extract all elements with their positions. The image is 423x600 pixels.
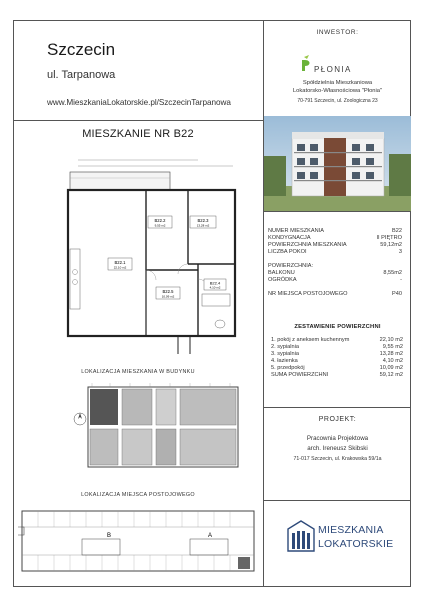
website-link[interactable]: www.MieszkaniaLokatorskie.pl/SzczecinTarpanowa [47,98,231,107]
summary-row-label: 2. sypialnia [271,344,299,350]
summary-row-label: 3. sypialnia [271,351,299,357]
info-pokoje-value: 3 [398,249,402,255]
room-b22-1-id: B22.1 [114,260,126,265]
info-miejsce-label: NR MIEJSCA POSTOJOWEGO [268,291,348,297]
summary-total-value: 59,12 m2 [379,372,403,378]
room-b22-4-id: B22.4 [209,280,221,286]
info-ogrodek-label: OGRÓDKA [268,277,297,283]
floor-plan [38,154,250,359]
info-numer-label: NUMER MIESZKANIA [268,228,324,234]
room-b22-2-area: 9,55 m2 [154,223,166,228]
brand-line1: MIESZKANIA [318,524,384,536]
info-powierzchnia2-label: POWIERZCHNIA: [268,263,314,269]
photo-divider [264,211,411,212]
info-miejsce-value: P40 [392,291,402,297]
investor-line1: Spółdzielnia Mieszkaniowa [302,80,373,86]
parking-location-label: LOKALIZACJA MIEJSCA POSTOJOWEGO [81,492,195,498]
room-b22-5-area: 10,09 m2 [161,294,175,299]
parking-marker-b: B [107,533,112,539]
parking-marker-a: A [208,533,213,539]
summary-row-label: 4. łazienka [271,358,298,364]
info-ogrodek-value: - [400,277,402,283]
mieszkania-lokatorskie-logo-icon [286,519,316,553]
building-location-label: LOKALIZACJA MIESZKANIA W BUDYNKU [81,369,195,375]
info-kondygnacja-value: II PIĘTRO [376,235,402,241]
brand-divider [264,500,411,501]
info-balkon-label: BALKONU [268,270,295,276]
project-line2: arch. Ireneusz Skibski [307,445,368,452]
info-kondygnacja-label: KONDYGNACJA [268,235,311,241]
building-location-plan [70,381,250,473]
info-powierzchnia-label: POWIERZCHNIA MIESZKANIA [268,242,347,248]
building-photo [264,116,411,211]
column-divider [263,20,264,587]
room-b22-1-area: 22,10 m2 [113,265,127,270]
project-address: 71-017 Szczecin, ul. Krakowska 59/1a [293,456,382,462]
apartment-title: MIESZKANIE NR B22 [82,128,194,140]
street-name: ul. Tarpanowa [47,69,116,81]
room-b22-4-area: 4,10 m2 [209,285,221,290]
plonia-logo-text: PŁONIA [314,65,352,74]
summary-title: ZESTAWIENIE POWIERZCHNI [294,324,381,330]
room-b22-3-area: 13,28 m2 [196,223,210,228]
project-label: PROJEKT: [318,416,357,423]
info-powierzchnia-value: 59,12m2 [380,242,402,248]
summary-row-value: 9,55 m2 [382,344,403,350]
city-title: Szczecin [47,40,116,59]
summary-row-value: 10,09 m2 [379,365,403,371]
brand-line2: LOKATORSKIE [318,538,394,550]
parking-spot-highlight [238,557,250,569]
project-line1: Pracownia Projektowa [306,435,369,442]
room-b22-3-id: B22.3 [197,218,209,223]
info-pokoje-label: LICZBA POKOI [268,249,307,255]
investor-label: INWESTOR: [316,29,359,36]
parking-location-plan [18,505,258,577]
summary-total-label: SUMA POWIERZCHNI [271,372,329,378]
summary-row-value: 4,10 m2 [382,358,403,364]
summary-row-value: 22,10 m2 [379,337,403,343]
project-divider [264,407,411,408]
room-b22-5-id: B22.5 [162,289,174,294]
summary-row-label: 5. przedpokój [271,365,305,371]
info-balkon-value: 8,55m2 [383,270,402,276]
summary-row-value: 13,28 m2 [379,351,403,357]
investor-line2: Lokatorsko-Własnościowa "Płonia" [292,88,383,94]
investor-address: 70-791 Szczecin, ul. Zoologiczna 23 [297,98,378,104]
info-numer-value: B22 [392,228,402,234]
summary-row-label: 1. pokój z aneksem kuchennym [271,337,350,343]
room-b22-2-id: B22.2 [154,218,166,223]
